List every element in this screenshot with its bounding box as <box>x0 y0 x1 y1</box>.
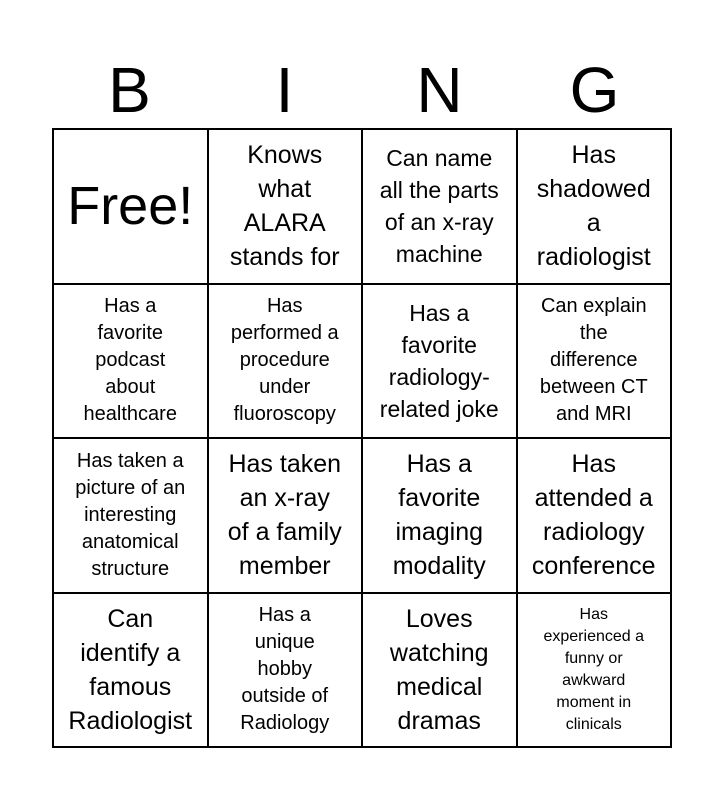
bingo-cell[interactable]: Has taken an x-ray of a family member <box>208 438 363 593</box>
bingo-cell[interactable]: Has taken a picture of an interesting anatomical structure <box>53 438 208 593</box>
bingo-cell[interactable]: Can name all the parts of an x-ray machine <box>362 129 517 284</box>
bingo-cell[interactable]: Knows what ALARA stands for <box>208 129 363 284</box>
bingo-cell-free[interactable]: Free! <box>53 129 208 284</box>
header-letter-i: I <box>275 54 294 126</box>
bingo-cell[interactable]: Has a unique hobby outside of Radiology <box>208 593 363 748</box>
bingo-cell[interactable]: Has a favorite podcast about healthcare <box>53 284 208 439</box>
bingo-cell[interactable]: Has performed a procedure under fluoroscopy <box>208 284 363 439</box>
bingo-cell[interactable]: Has a favorite imaging modality <box>362 438 517 593</box>
bingo-board <box>52 128 672 748</box>
bingo-cell[interactable]: Has shadowed a radiologist <box>517 129 672 284</box>
header-letter-g: G <box>569 54 620 126</box>
bingo-header <box>52 52 672 128</box>
bingo-cell[interactable]: Loves watching medical dramas <box>362 593 517 748</box>
bingo-cell[interactable]: Can explain the difference between CT and MRI <box>517 284 672 439</box>
header-letter-n: N <box>416 54 463 126</box>
header-letter-b: B <box>108 54 151 126</box>
bingo-cell[interactable]: Has a favorite radiology- related joke <box>362 284 517 439</box>
bingo-cell[interactable]: Has experienced a funny or awkward moment in clinicals <box>517 593 672 748</box>
bingo-cell[interactable]: Has attended a radiology conference <box>517 438 672 593</box>
bingo-cell[interactable]: Can identify a famous Radiologist <box>53 593 208 748</box>
